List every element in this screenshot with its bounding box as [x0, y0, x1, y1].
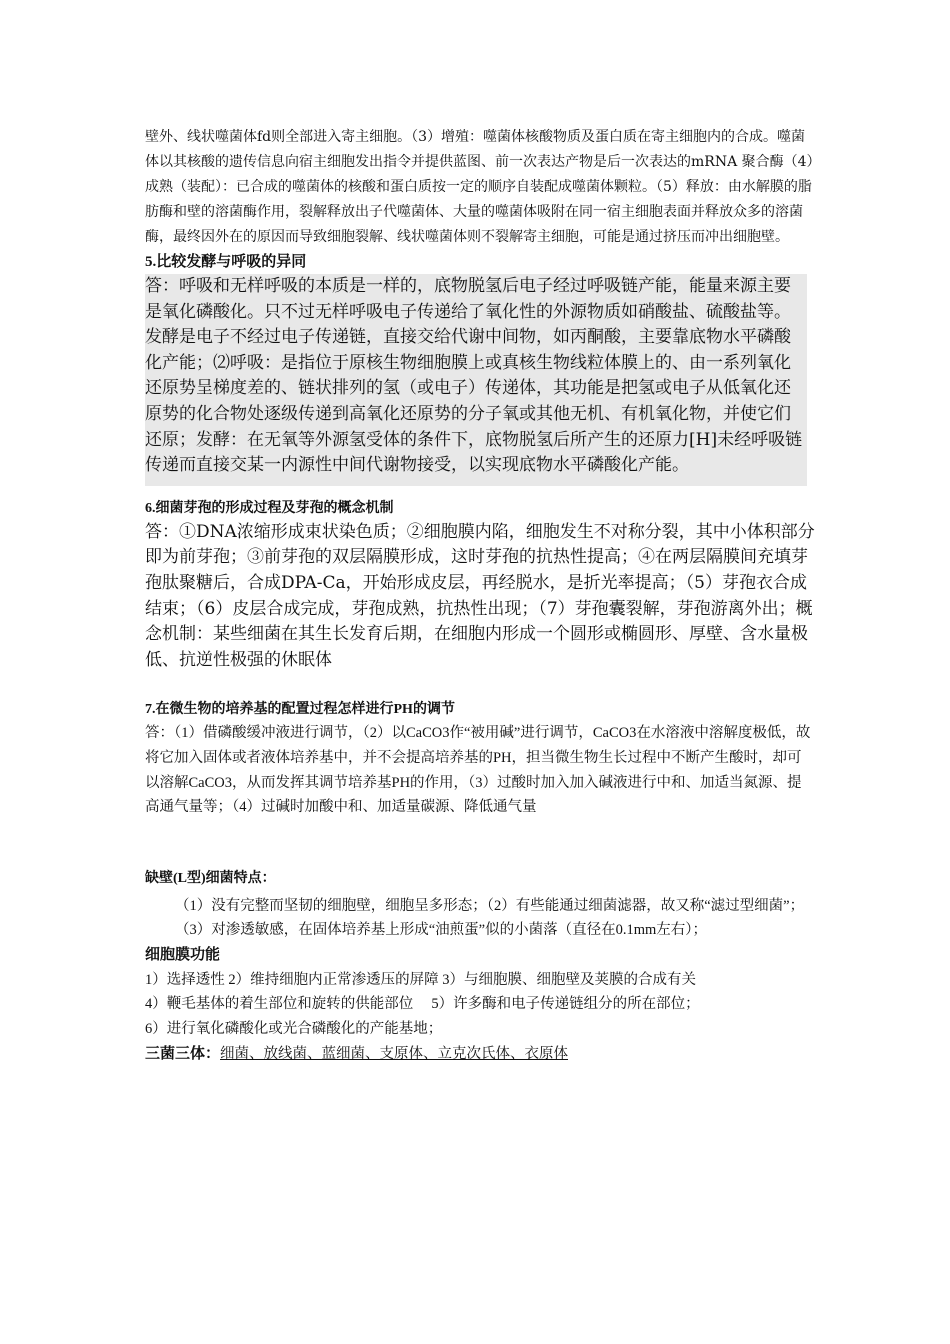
membrane-line-3: 6）进行氧化磷酸化或光合磷酸化的产能基地；: [145, 1021, 443, 1038]
document-body: [145, 125, 815, 1066]
section4-tail-paragraph: 壁外、线状噬菌体fd则全部进入寄主细胞。（3）增殖：噬菌体核酸物质及蛋白质在寄主细胞内的合成。噬菌体以其核酸的遗传信息向宿主细胞发出指令并提供蓝图、前一次表达产物是后一次表达的mRNA 聚合酶（4）成熟（装配）：已合成的噬菌体的核酸和蛋白质按一定的顺序自装配成噬菌体颗粒。（5）释放：由水解膜的脂肪酶和壁的溶菌酶作用，裂解释放出子代噬菌体、大量的噬菌体吸附在同一宿主细胞表面并释放众多的溶菌酶，最终因外在的原因而导致细胞裂解、线状噬菌体则不裂解寄主细胞，可能是通过挤压而冲出细胞壁。: [145, 129, 814, 245]
spacer: [145, 820, 815, 868]
spacer: [145, 673, 815, 699]
three-bacteria-list: 细菌、放线菌、蓝细菌、支原体、立克次氏体、衣原体: [220, 1045, 569, 1062]
three-bacteria-line: [145, 1042, 815, 1067]
section6-answer: 答：①DNA浓缩形成束状染色质；②细胞膜内陷，细胞发生不对称分裂，其中小体积部分即为前芽孢；③前芽孢的双层隔膜形成，这时芽孢的抗热性提高；④在两层隔膜间充填芽孢肽聚糖后，合成DPA-Ca，开始形成皮层，再经脱水，是折光率提高；（5）芽孢衣合成结束；（6）皮层合成完成，芽孢成熟，抗热性出现；（7）芽孢囊裂解，芽孢游离外出；概念机制：某些细菌在其生长发育后期，在细胞内形成一个圆形或椭圆形、厚壁、含水量极低、抗逆性极强的休眠体: [145, 521, 815, 670]
membrane-line-2: 4）鞭毛基体的着生部位和旋转的供能部位 5）许多酶和电子传递链组分的所在部位；: [145, 996, 700, 1013]
lform-text: （1）没有完整而坚韧的细胞壁，细胞呈多形态；（2）有些能通过细菌滤器，故又称“滤过型细菌”；（3）对渗透敏感，在固体培养基上形成“油煎蛋”似的小菌落（直径在0.1mm左右）；: [175, 897, 805, 939]
membrane-line-1: 1）选择透性 2）维持细胞内正常渗透压的屏障 3）与细胞膜、细胞壁及荚膜的合成有关: [145, 971, 696, 988]
membrane-heading: 细胞膜功能: [145, 946, 221, 963]
section5-shaded-block: [145, 274, 807, 486]
section7-heading: 7.在微生物的培养基的配置过程怎样进行PH的调节: [145, 702, 455, 718]
section5-answer: 答：呼吸和无样呼吸的本质是一样的，底物脱氢后电子经过呼吸链产能，能量来源主要是氧化磷酸化。只不过无样呼吸电子传递给了氧化性的外源物质如硝酸盐、硫酸盐等。发酵是电子不经过电子传递链，直接交给代谢中间物，如丙酮酸，主要靠底物水平磷酸化产能；⑵呼吸：是指位于原核生物细胞膜上或真核生物线粒体膜上的、由一系列氧化还原势呈梯度差的、链状排列的氢（或电子）传递体，其功能是把氢或电子从低氧化还原势的化合物处逐级传递到高氧化还原势的分子氧或其他无机、有机氧化物，并使它们还原；发酵：在无氧等外源氢受体的条件下，底物脱氢后所产生的还原力[H]未经呼吸链传递而直接交某一内源性中间代谢物接受，以实现底物水平磷酸化产能。: [145, 276, 803, 476]
spacer: [145, 486, 815, 498]
lform-heading: 缺壁(L型)细菌特点：: [145, 870, 276, 886]
section7-answer: 答：（1）借磷酸缓冲液进行调节，（2）以CaCO3作“被用碱”进行调节，CaCO3在水溶液中溶解度极低，故将它加入固体或者液体培养基中，并不会提高培养基的PH，担当微生物生长过程中不断产生酸时，却可以溶解CaCO3，从而发挥其调节培养基PH的作用，（3）过酸时加入加入碱液进行中和、加适当氮源、提高通气量等；（4）过碱时加酸中和、加适量碳源、降低通气量: [145, 725, 811, 816]
three-bacteria-label: 三菌三体：: [145, 1045, 221, 1062]
section5-heading: 5.比较发酵与呼吸的异同: [145, 254, 307, 270]
section6-heading: 6.细菌芽孢的形成过程及芽孢的概念机制: [145, 500, 394, 516]
